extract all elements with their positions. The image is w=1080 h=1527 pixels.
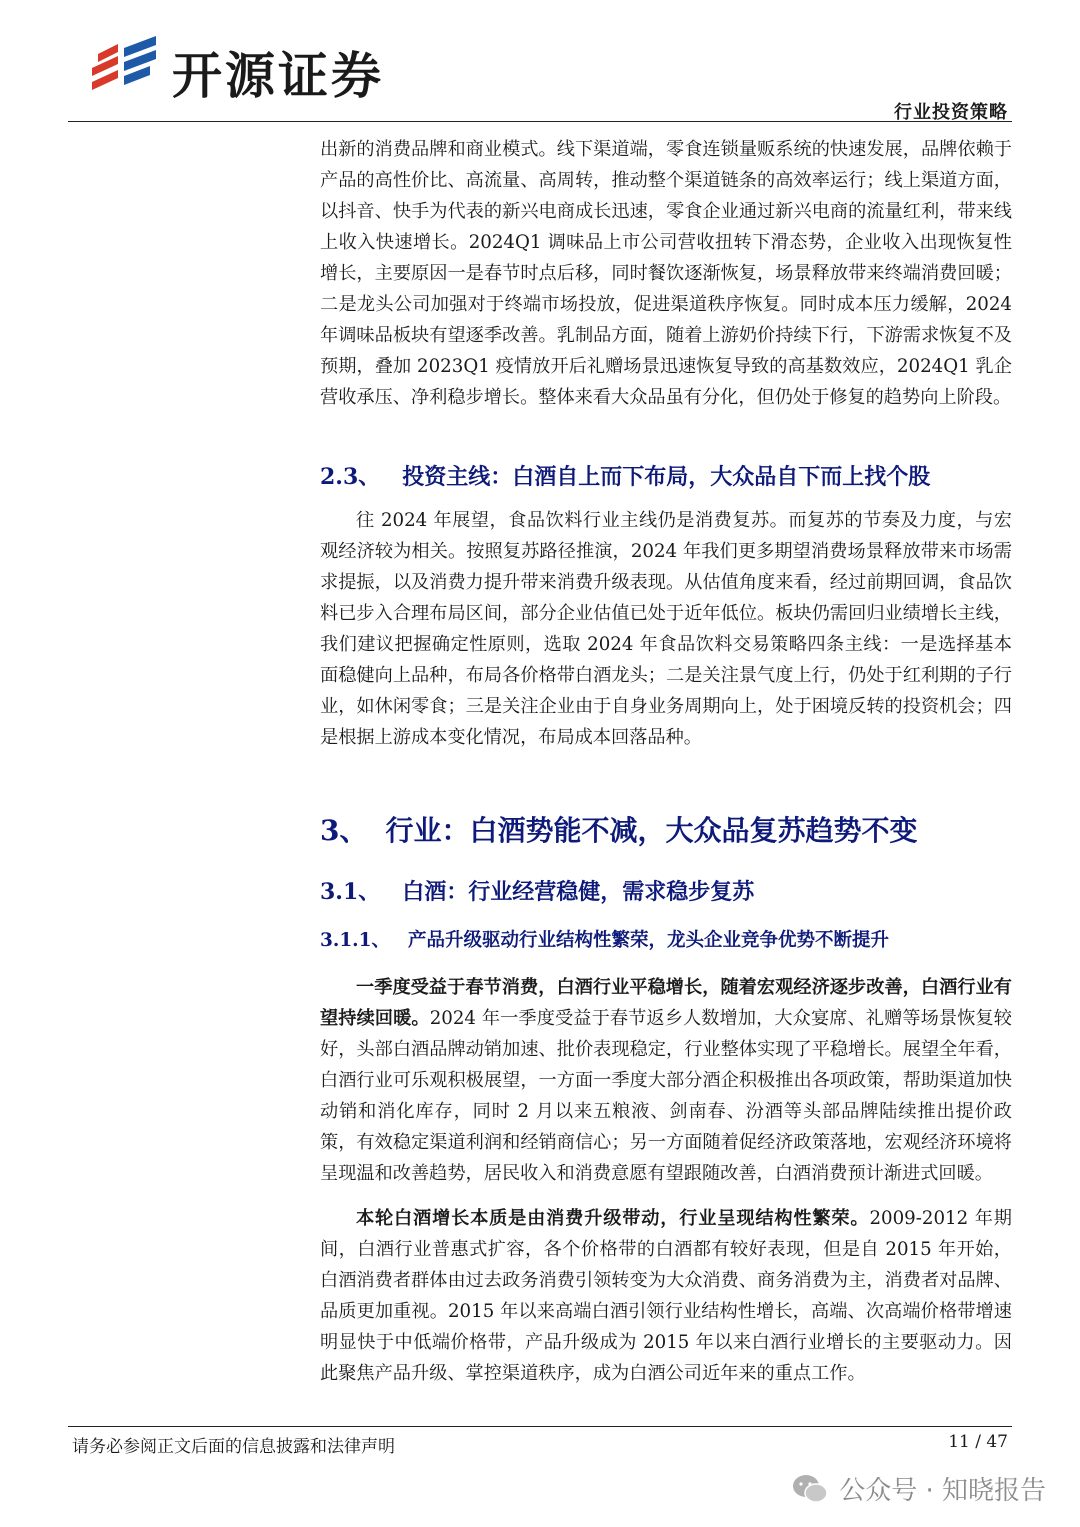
heading-2-3: [320, 460, 1012, 491]
heading-3-1-number: 3.1、: [320, 879, 381, 905]
paragraph-upgrade-lead: 本轮白酒增长本质是由消费升级带动，行业呈现结构性繁荣。: [356, 1208, 870, 1229]
heading-2-3-number: 2.3、: [320, 464, 381, 490]
company-logo-icon: [88, 34, 160, 96]
paragraph-consumption-upgrade: [320, 1203, 1012, 1389]
heading-3: [320, 809, 1012, 849]
heading-3-1-1-number: 3.1.1、: [320, 930, 390, 951]
heading-3-title: 行业：白酒势能不减，大众品复苏趋势不变: [385, 814, 918, 847]
paragraph-investment-outlook: 往 2024 年展望，食品饮料行业主线仍是消费复苏。而复苏的节奏及力度，与宏观经济较为相关。按照复苏路径推演，2024 年我们更多期望消费场景释放带来市场需求提振，以及消费力提升带来消费升级表现。从估值角度来看，经过前期回调，食品饮料已步入合理布局区间，部分企业估值已处于近年低位。板块仍需回归业绩增长主线，我们建议把握确定性原则，选取 2024 年食品饮料交易策略四条主线：一是选择基本面稳健向上品种，布局各价格带白酒龙头；二是关注景气度上行，仍处于红利期的子行业，如休闲零食；三是关注企业由于自身业务周期向上，处于困境反转的投资机会；四是根据上游成本变化情况，布局成本回落品种。: [320, 510, 1012, 748]
report-type: 行业投资策略: [894, 102, 1008, 123]
header-divider: [68, 121, 1012, 122]
company-name: 开源证券: [172, 47, 384, 105]
footer-disclaimer: 请务必参阅正文后面的信息披露和法律声明: [72, 1437, 395, 1457]
paragraph-q1-body: 2024 年一季度受益于春节返乡人数增加，大众宴席、礼赠等场景恢复较好，头部白酒品牌动销加速、批价表现稳定，行业整体实现了平稳增长。展望全年看，白酒行业可乐观积极展望，一方面一季度大部分酒企积极推出各项政策，帮助渠道加快动销和消化库存，同时 2 月以来五粮液、剑南春、汾酒等头部品牌陆续推出提价政策，有效稳定渠道利润和经销商信心；另一方面随着促经济政策落地，宏观经济环境将呈现温和改善趋势，居民收入和消费意愿有望跟随改善，白酒消费预计渐进式回暖。: [320, 1008, 1012, 1184]
paragraph-q1-baijiu: [320, 972, 1012, 1189]
heading-3-number: 3、: [320, 814, 368, 847]
heading-3-1-title: 白酒：行业经营稳健，需求稳步复苏: [402, 879, 755, 905]
page-number: 11 / 47: [948, 1432, 1008, 1452]
paragraph-consumer-goods: 出新的消费品牌和商业模式。线下渠道端，零食连锁量贩系统的快速发展，品牌依赖于产品的高性价比、高流量、高周转，推动整个渠道链条的高效率运行；线上渠道方面，以抖音、快手为代表的新兴电商成长迅速，零食企业通过新兴电商的流量红利，带来线上收入快速增长。2024Q1 调味品上市公司营收扭转下滑态势，企业收入出现恢复性增长，主要原因一是春节时点后移，同时餐饮逐渐恢复，场景释放带来终端消费回暖；二是龙头公司加强对于终端市场投放，促进渠道秩序恢复。同时成本压力缓解，2024 年调味品板块有望逐季改善。乳制品方面，随着上游奶价持续下行，下游需求恢复不及预期，叠加 2023Q1 疫情放开后礼赠场景迅速恢复导致的高基数效应，2024Q1 乳企营收承压、净利稳步增长。整体来看大众品虽有分化，但仍处于修复的趋势向上阶段。: [320, 139, 1012, 408]
paragraph-upgrade-body: 2009-2012 年期间，白酒行业普惠式扩容，各个价格带的白酒都有较好表现，但是自 2015 年开始，白酒消费者群体由过去政务消费引领转变为大众消费、商务消费为主，消费者对品牌、品质更加重视。2015 年以来高端白酒引领行业结构性增长，高端、次高端价格带增速明显快于中低端价格带，产品升级成为 2015 年以来白酒行业增长的主要驱动力。因此聚焦产品升级、掌控渠道秩序，成为白酒公司近年来的重点工作。: [320, 1208, 1012, 1384]
heading-3-1: [320, 875, 1012, 906]
watermark: [791, 1470, 1046, 1507]
watermark-text: 公众号 · 知晓报告: [839, 1476, 1046, 1506]
heading-3-1-1-title: 产品升级驱动行业结构性繁荣，龙头企业竞争优势不断提升: [408, 930, 890, 951]
wechat-icon: [791, 1473, 829, 1505]
page-header: [0, 0, 1080, 125]
page-content: [320, 128, 1012, 1389]
footer-divider: [68, 1426, 1012, 1427]
paragraph-q1-lead: 一季度受益于春节消费，白酒行业平稳增长，随着宏观经济逐步改善，白酒行业有望持续回暖。: [320, 977, 1012, 1029]
heading-2-3-title: 投资主线：白酒自上而下布局，大众品自下而上找个股: [402, 464, 931, 490]
heading-3-1-1: [320, 926, 1012, 952]
